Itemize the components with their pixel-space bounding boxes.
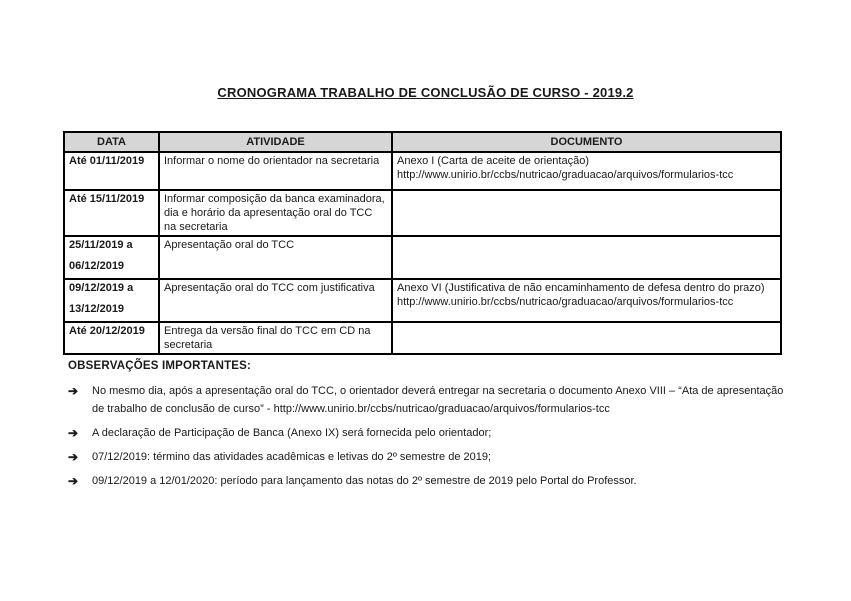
document-cell (392, 236, 781, 279)
list-item (68, 472, 786, 490)
column-header-atividade: ATIVIDADE (159, 132, 392, 152)
document-cell (392, 322, 781, 354)
arrow-bullet-icon: ➔ (68, 384, 79, 398)
table-row (64, 322, 781, 354)
table-header-row (64, 132, 781, 152)
document-text: Anexo VI (Justificativa de não encaminhamento de defesa dentro do prazo) (397, 282, 765, 294)
schedule-table (63, 131, 782, 355)
arrow-bullet-icon: ➔ (68, 426, 79, 440)
date-cell (64, 279, 159, 322)
page-title (0, 85, 851, 100)
column-header-documento: DOCUMENTO (392, 132, 781, 152)
date-text: 13/12/2019 (69, 303, 125, 315)
observation-text: No mesmo dia, após a apresentação oral do TCC, o orientador deverá entregar na secretaria o documento Anexo VIII – “Ata de apresentação de trabalho de conclusão de curso” - http://www.unirio.br/ccbs/nutricao/graduacao/arquivos/formularios-tcc (92, 385, 784, 415)
activity-cell: Apresentação oral do TCC com justificativa (159, 279, 392, 322)
list-item (68, 382, 786, 418)
list-item (68, 424, 786, 442)
table-row (64, 190, 781, 236)
document-text: Anexo I (Carta de aceite de orientação) (397, 155, 590, 167)
activity-cell: Apresentação oral do TCC (159, 236, 392, 279)
date-text: Até 15/11/2019 (69, 193, 145, 205)
activity-cell: Entrega da versão final do TCC em CD na secretaria (159, 322, 392, 354)
date-text: Até 01/11/2019 (69, 155, 145, 167)
date-cell (64, 152, 159, 190)
observation-text: 07/12/2019: término das atividades acadêmicas e letivas do 2º semestre de 2019; (92, 451, 492, 463)
date-text: Até 20/12/2019 (69, 325, 145, 337)
page-title-text: CRONOGRAMA TRABALHO DE CONCLUSÃO DE CURSO - 2019.2 (217, 85, 634, 100)
date-cell (64, 190, 159, 236)
arrow-bullet-icon: ➔ (68, 450, 79, 464)
column-header-data: DATA (64, 132, 159, 152)
date-text: 09/12/2019 a (69, 282, 134, 294)
date-cell (64, 236, 159, 279)
date-text: 06/12/2019 (69, 260, 125, 272)
observation-text: 09/12/2019 a 12/01/2020: período para lançamento das notas do 2º semestre de 2019 pelo Portal do Professor. (92, 475, 637, 487)
date-text: 25/11/2019 a (69, 239, 133, 251)
table-row (64, 279, 781, 322)
list-item (68, 448, 786, 466)
document-url: http://www.unirio.br/ccbs/nutricao/graduacao/arquivos/formularios-tcc (397, 169, 734, 181)
arrow-bullet-icon: ➔ (68, 474, 79, 488)
activity-cell: Informar composição da banca examinadora, dia e horário da apresentação oral do TCC na secretaria (159, 190, 392, 236)
activity-cell: Informar o nome do orientador na secretaria (159, 152, 392, 190)
document-cell (392, 279, 781, 322)
observations-section (68, 360, 786, 496)
document-cell (392, 152, 781, 190)
observation-text: A declaração de Participação de Banca (Anexo IX) será fornecida pelo orientador; (92, 427, 492, 439)
document-url: http://www.unirio.br/ccbs/nutricao/graduacao/arquivos/formularios-tcc (397, 296, 734, 308)
document-cell (392, 190, 781, 236)
table-row (64, 152, 781, 190)
date-cell (64, 322, 159, 354)
observations-heading: OBSERVAÇÕES IMPORTANTES: (68, 360, 252, 372)
table-row (64, 236, 781, 279)
